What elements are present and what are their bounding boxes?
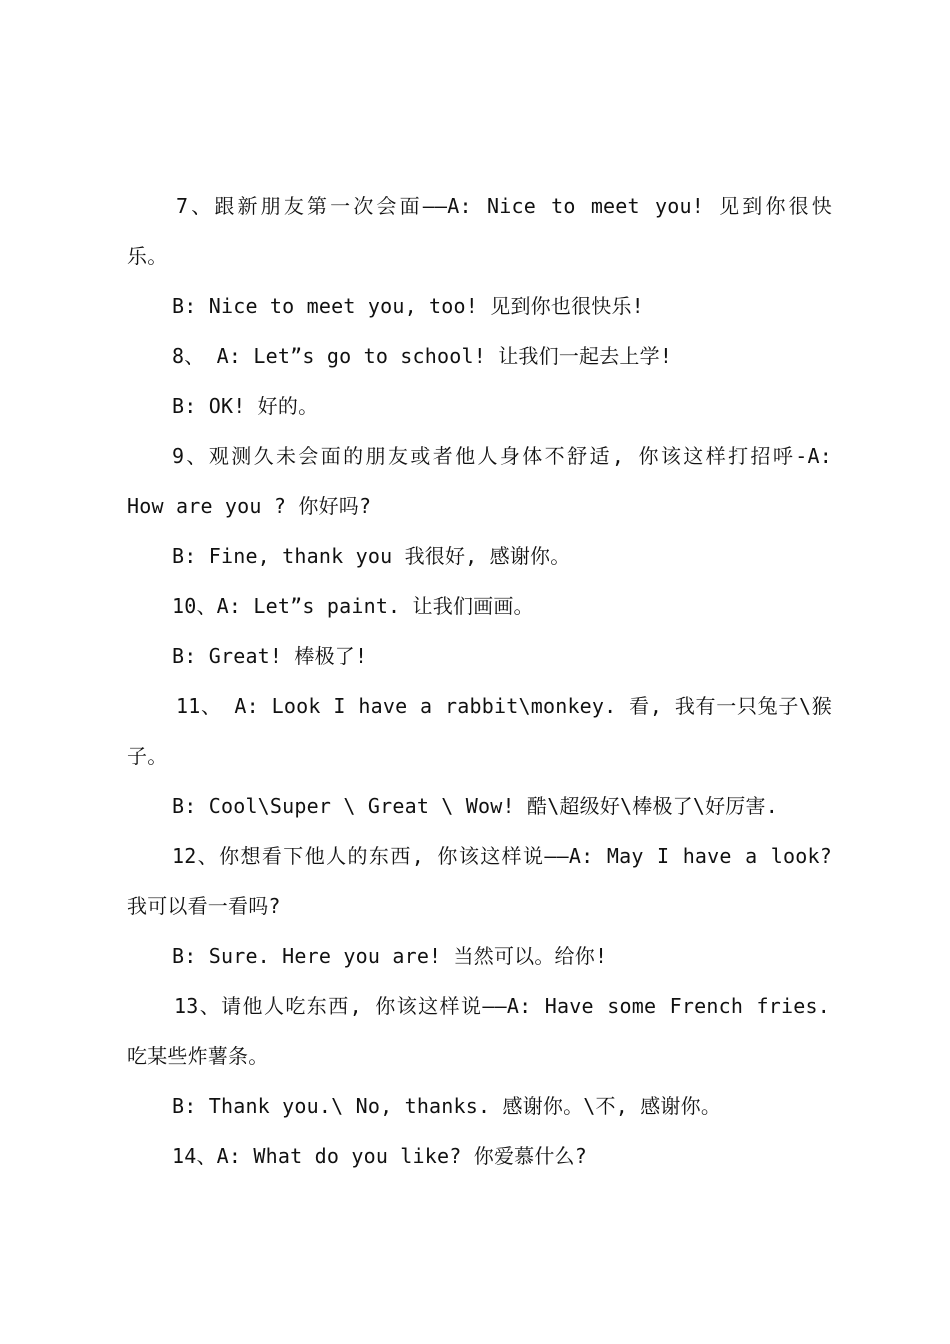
text-line-item-10: 10、A: Let”s paint. 让我们画画。 [172, 594, 534, 618]
text-line-item-9-b: B: Fine, thank you 我很好, 感谢你。 [172, 544, 571, 568]
text-line-item-12: 12、你想看下他人的东西, 你该这样说——A: May I have a look? [172, 844, 832, 868]
text-line-item-7-b: B: Nice to meet you, too! 见到你也很快乐! [172, 294, 644, 318]
text-line-item-13: 13、请他人吃东西, 你该这样说——A: Have some French fries. [174, 994, 830, 1018]
text-line-item-11-cont: 子。 [127, 744, 168, 768]
text-line-item-12-cont: 我可以看一看吗? [127, 894, 281, 918]
text-line-item-13-cont: 吃某些炸薯条。 [127, 1044, 269, 1068]
text-line-item-9-cont: How are you ? 你好吗? [127, 494, 372, 518]
text-line-item-12-b: B: Sure. Here you are! 当然可以。给你! [172, 944, 608, 968]
text-line-item-8: 8、 A: Let”s go to school! 让我们一起去上学! [172, 344, 673, 368]
text-line-item-10-b: B: Great! 棒极了! [172, 644, 368, 668]
text-line-item-11-b: B: Cool\Super \ Great \ Wow! 酷\超级好\棒极了\好厉害. [172, 794, 778, 818]
text-line-item-7-cont: 乐。 [127, 244, 168, 268]
text-line-item-7: 7、跟新朋友第一次会面——A: Nice to meet you! 见到你很快 [176, 194, 832, 218]
text-line-item-14: 14、A: What do you like? 你爱慕什么? [172, 1144, 587, 1168]
text-line-item-8-b: B: OK! 好的。 [172, 394, 319, 418]
text-line-item-9: 9、观测久未会面的朋友或者他人身体不舒适, 你该这样打招呼-A: [172, 444, 832, 468]
text-line-item-11: 11、 A: Look I have a rabbit\monkey. 看, 我有一只兔子\猴 [176, 694, 832, 718]
text-line-item-13-b: B: Thank you.\ No, thanks. 感谢你。\不, 感谢你。 [172, 1094, 722, 1118]
